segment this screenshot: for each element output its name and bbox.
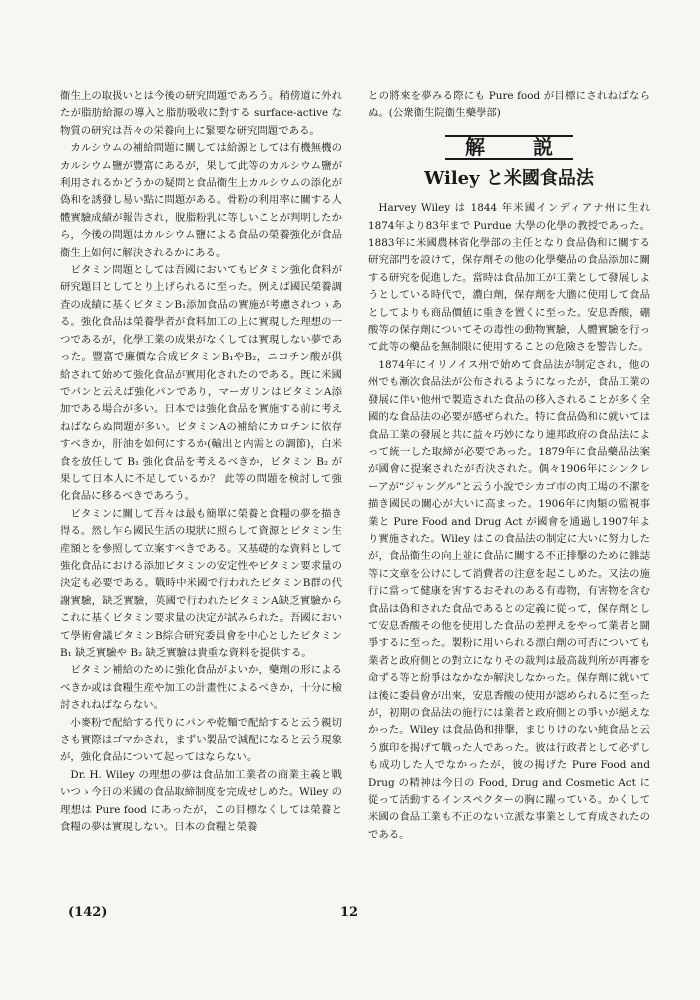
right-paragraph-2: 1874年にイリノイス州で始めて食品法が制定され，他の州でも漸次食品法が公布されるようになったが，食品工業の發展に伴い他州で製造された食品の移入されることが多く全國的な食品法の必要が感ぜられた。特に食品偽和に就いては食品工業の發展と共に益々巧妙になり連邦政府の食品法によって統一した取締が必要であった。1879年に食品藥品法案が國會に提案されたが否決された。偶々1906年にシンクレーアが“ジャングル”と云う小說でシカゴ市の肉工場の不潔を描き國民の關心が大いに高まった。1906年に肉類の監視事業と Pure Food and Drug Act が國會を通過し1907年より實施された。Wiley はこの食品法の制定に大いに努力したが，食品衞生の向上並に食品に關する不正排擊のために雜誌等に文章を公けにして消費者の注意を起こしめた。又法の施行に當って健康を害するおそれのある有毒物，有害物を含む食品は偽和された食品であるとの定義に從って，保存劑として安息香酸その他を使用した食品の差押えをやって業者と鬪爭するに至った。製粉に用いられる漂白劑の可否についても業者と政府側との對立になりその裁判は最高裁判所が再審を命ずる等と紛爭はなかなか解決しなかった。保存劑に就いては後に委員會が出來，安息香酸の使用が認められるに至ったが，初期の食品法の施行には業者と政府側との爭いが絕えなかった。Wiley は食品偽和排擊，まじりけのない純食品と云う旗印を揭げて戰った人であった。彼は行政者として必ずしも成功した人でなかったが，彼の揭げた Pure Food and Drug の精神は今日の Food, Drug and Cosmetic Act に從って活動するインスペクターの胸に躍っている。かくして米國の食品工業も不正のない立派な事業として育成されたのである。 (368, 358, 650, 841)
left-paragraph-4: ビタミンに關して吾々は最も簡單に榮養と食糧の夢を描き得る。然し乍ら國民生活の現狀に照らして資源とビタミン生産額とを參照して立案すべきである。又基礎的な資料として強化食品における添加ビタミンの安定性やビタミン要求量の決定も必要である。戰時中米國で行われたビタミンB群の代謝實驗，缺乏實驗，英國で行われたビタミンA缺乏實驗からこれに基くビタミン要求量の決定が試みられた。吾國において學術會議ビタミンB綜合研究委員會を中心としたビタミン B₁ 缺乏實驗や B₂ 缺乏實驗は貴重な資料を提供する。 (60, 507, 342, 659)
page-number: 12 (340, 905, 359, 920)
left-paragraph-3: ビタミン問題としては吾國においてもビタミン強化食料が研究題目としてとり上げられるに至った。例えば國民榮養調査の成績に基くビタミンB₁添加食品の實施が考慮されつゝある。強化食品は榮養學者が食料加工の上に實現した理想の一つであるが，化學工業の成果がなくしては實現しない夢であった。豐富で廉價な合成ビタミンB₁やB₂，ニコチン酸が供給されて始めて強化食品が實用化されたのである。旣に米國でパンと云えば強化パンであり，マーガリンはビタミンA添加である場合が多い。日本では強化食品を實施する前に考えねばならぬ問題が多い。ビタミンAの補給にカロチンに依存すべきか，肝油を如何にするか(輸出と内需との調節)，白米食を放任して B₁ 強化食品を考えるべきか，ビタミン B₂ が果して日本人に不足しているか？ 此等の問題を検討して強化食品に移るべきであろう。 (60, 264, 342, 503)
left-paragraph-7: Dr. H. Wiley の理想の夢は食品加工業者の商業主義と戰いつゝ今日の米國の食品取締制度を完成せしめた。Wiley の理想は Pure food にあったが，この目標なくしては榮養と食糧の夢は實現しない。日本の食糧と榮養 (60, 768, 342, 834)
right-intro-text: との將來を夢みる際にも Pure food が目標にされねばならぬ。 (368, 90, 650, 120)
document-page (60, 88, 650, 888)
left-column (60, 88, 342, 836)
section-heading-text: 解 説 (445, 135, 573, 160)
left-paragraph-5: ビタミン補給のために強化食品がよいか，藥劑の形によるべきか或は食糧生産や加工の計畫性によるべきか，十分に檢討されねばならない。 (60, 664, 342, 712)
right-column (368, 88, 650, 844)
right-paragraph-1: Harvey Wiley は 1844 年米國インディアナ州に生れ 1874年より83年まで Purdue 大學の化學の教授であった。1883年に米國農林省化學部の主任となり食品偽和に關する研究部門を設けて，保存劑その他の化學藥品の食品添加に關する研究を促進した。當時は食品加工が工業として發展しようとしている時代で，濃白劑，保存劑を大膽に使用して食品としてよりも商品價値に重きを置くに至った。安息香酸，硼酸等の保存劑についてその毒性の動物實驗，人體實驗を行って此等の藥品を無制限に使用することの危險さを警告した。 (368, 202, 650, 354)
right-intro (368, 88, 650, 123)
article-title: Wiley と米國食品法 (424, 168, 594, 190)
left-paragraph-6: 小麥粉で配給する代りにパンや乾麵で配給すると云う親切さも實際はゴマかされ，まずい製品で減配になると云う現象が，強化食品について起ってはならない。 (60, 716, 342, 764)
section-heading (368, 135, 650, 160)
author-credit: (公衆衞生院衞生藥學部) (388, 107, 501, 120)
issue-number: (142) (68, 905, 108, 920)
left-paragraph-1: 衞生上の取扱いとは今後の研究問題であろう。稍傍道に外れたが脂肪給源の導入と脂肪吸收に對する surface-active な物質の研究は吾々の栄養向上に緊要な研究問題である。 (60, 90, 342, 137)
left-paragraph-2: カルシウムの補給問題に關しては給源としては有機無機のカルシウム鹽が豐富にあるが，果して此等のカルシウム鹽が利用されるかどうかの疑問と食品衞生上カルシウムの添化が偽和を誘發し易い點に問題がある。骨粉の利用率に關する人體實驗成績が報告され，脫脂粉乳に等しいことが判明したから，今後の問題はカルシウム鹽による食品の榮養強化が食品衞生上如何に解決されるかにある。 (60, 142, 342, 259)
